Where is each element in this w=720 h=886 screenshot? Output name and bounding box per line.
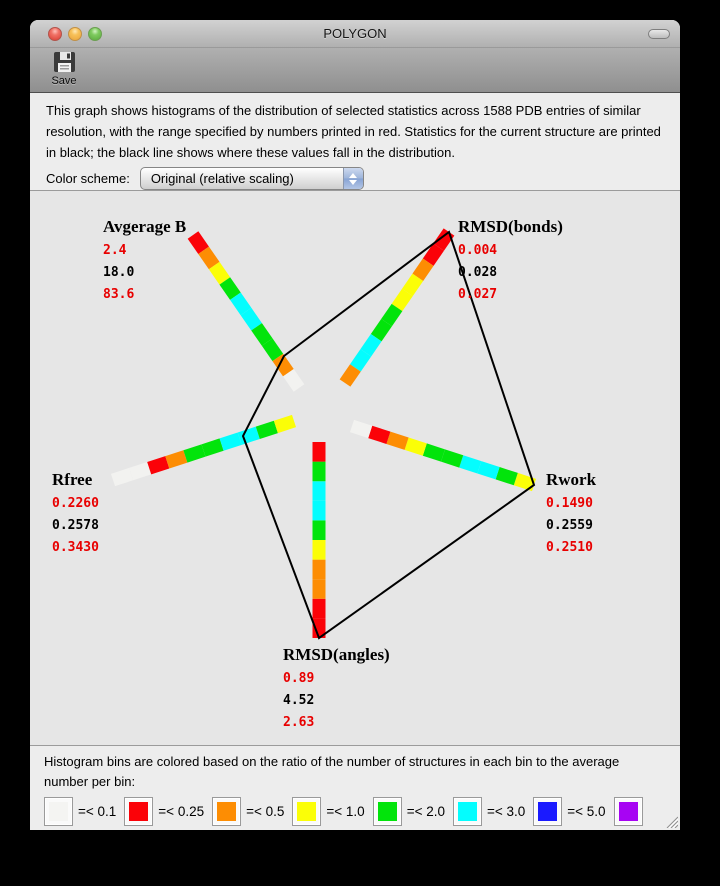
legend-swatch-orange xyxy=(212,797,241,826)
legend-panel xyxy=(30,746,680,830)
axis-current-value: 0.2578 xyxy=(52,518,99,533)
window-title: POLYGON xyxy=(323,26,387,41)
axis-label-block xyxy=(283,645,390,734)
axis-title: RMSD(bonds) xyxy=(458,217,563,236)
description-text: This graph shows histograms of the distribution of selected statistics across 1588 PDB entries of similar resolution, with the range specified by numbers printed in red. Statistics for the current structure are printed in black; the black line shows where these values fall in the distribution. xyxy=(46,103,661,160)
plot-area xyxy=(30,190,680,746)
legend-swatch-green xyxy=(373,797,402,826)
save-button[interactable] xyxy=(42,51,86,91)
legend-bin xyxy=(124,797,212,826)
color-scheme-row xyxy=(46,167,664,190)
legend-bin xyxy=(614,797,643,826)
axis-title: Rwork xyxy=(546,470,597,489)
axis-max-value: 0.2510 xyxy=(546,540,593,555)
toolbar-toggle-capsule-icon[interactable] xyxy=(648,29,670,39)
axis-label-block xyxy=(546,470,596,559)
save-button-label: Save xyxy=(51,75,77,87)
legend-bin-label: =< 5.0 xyxy=(567,804,606,819)
legend-swatch-white xyxy=(44,797,73,826)
legend-bin xyxy=(533,797,613,826)
legend-bin xyxy=(292,797,372,826)
legend-swatch-yellow xyxy=(292,797,321,826)
color-scheme-selected-value: Original (relative scaling) xyxy=(150,171,294,186)
toolbar xyxy=(30,48,680,93)
axis-min-value: 0.1490 xyxy=(546,496,593,511)
axis-current-value: 4.52 xyxy=(283,693,315,708)
axis-current-value: 18.0 xyxy=(103,265,135,280)
legend-bin xyxy=(453,797,533,826)
axis-max-value: 2.63 xyxy=(283,715,315,730)
legend-bin xyxy=(212,797,292,826)
axis-max-value: 0.3430 xyxy=(52,540,99,555)
legend-bin xyxy=(44,797,124,826)
axis-current-value: 0.028 xyxy=(458,265,498,280)
axis-title: Avgerage B xyxy=(103,217,187,236)
resize-grip[interactable] xyxy=(665,815,678,828)
floppy-save-icon xyxy=(52,51,77,74)
axis-min-value: 0.2260 xyxy=(52,496,99,511)
axis-label-block xyxy=(52,470,99,559)
axis-min-value: 0.89 xyxy=(283,671,315,686)
polygon-window xyxy=(30,20,680,830)
legend-swatch-blue xyxy=(533,797,562,826)
color-scheme-label: Color scheme: xyxy=(46,171,130,186)
axis-min-value: 2.4 xyxy=(103,243,127,258)
plot-labels xyxy=(30,191,680,745)
axis-max-value: 0.027 xyxy=(458,287,498,302)
legend-text: Histogram bins are colored based on the ratio of the number of structures in each bin to the average number per bin: xyxy=(44,754,620,789)
legend-swatch-purple xyxy=(614,797,643,826)
legend-swatch-cyan xyxy=(453,797,482,826)
axis-title: RMSD(angles) xyxy=(283,645,390,664)
axis-current-value: 0.2559 xyxy=(546,518,593,533)
legend-bin-label: =< 0.1 xyxy=(78,804,117,819)
legend-bin-label: =< 0.25 xyxy=(158,804,205,819)
legend-bin-label: =< 0.5 xyxy=(246,804,285,819)
dropdown-stepper-icon xyxy=(343,168,363,189)
upper-panel xyxy=(30,94,680,190)
legend-bin xyxy=(373,797,453,826)
axis-title: Rfree xyxy=(52,470,93,489)
color-scheme-dropdown[interactable] xyxy=(140,167,364,190)
legend-bin-label: =< 2.0 xyxy=(406,804,445,819)
legend-row xyxy=(44,797,666,826)
axis-min-value: 0.004 xyxy=(458,243,498,258)
axis-max-value: 83.6 xyxy=(103,287,135,302)
title-bar[interactable] xyxy=(30,20,680,48)
legend-swatch-red xyxy=(124,797,153,826)
legend-bin-label: =< 3.0 xyxy=(486,804,526,819)
axis-label-block xyxy=(458,217,563,306)
axis-label-block xyxy=(103,217,186,306)
legend-bin-label: =< 1.0 xyxy=(326,804,365,819)
